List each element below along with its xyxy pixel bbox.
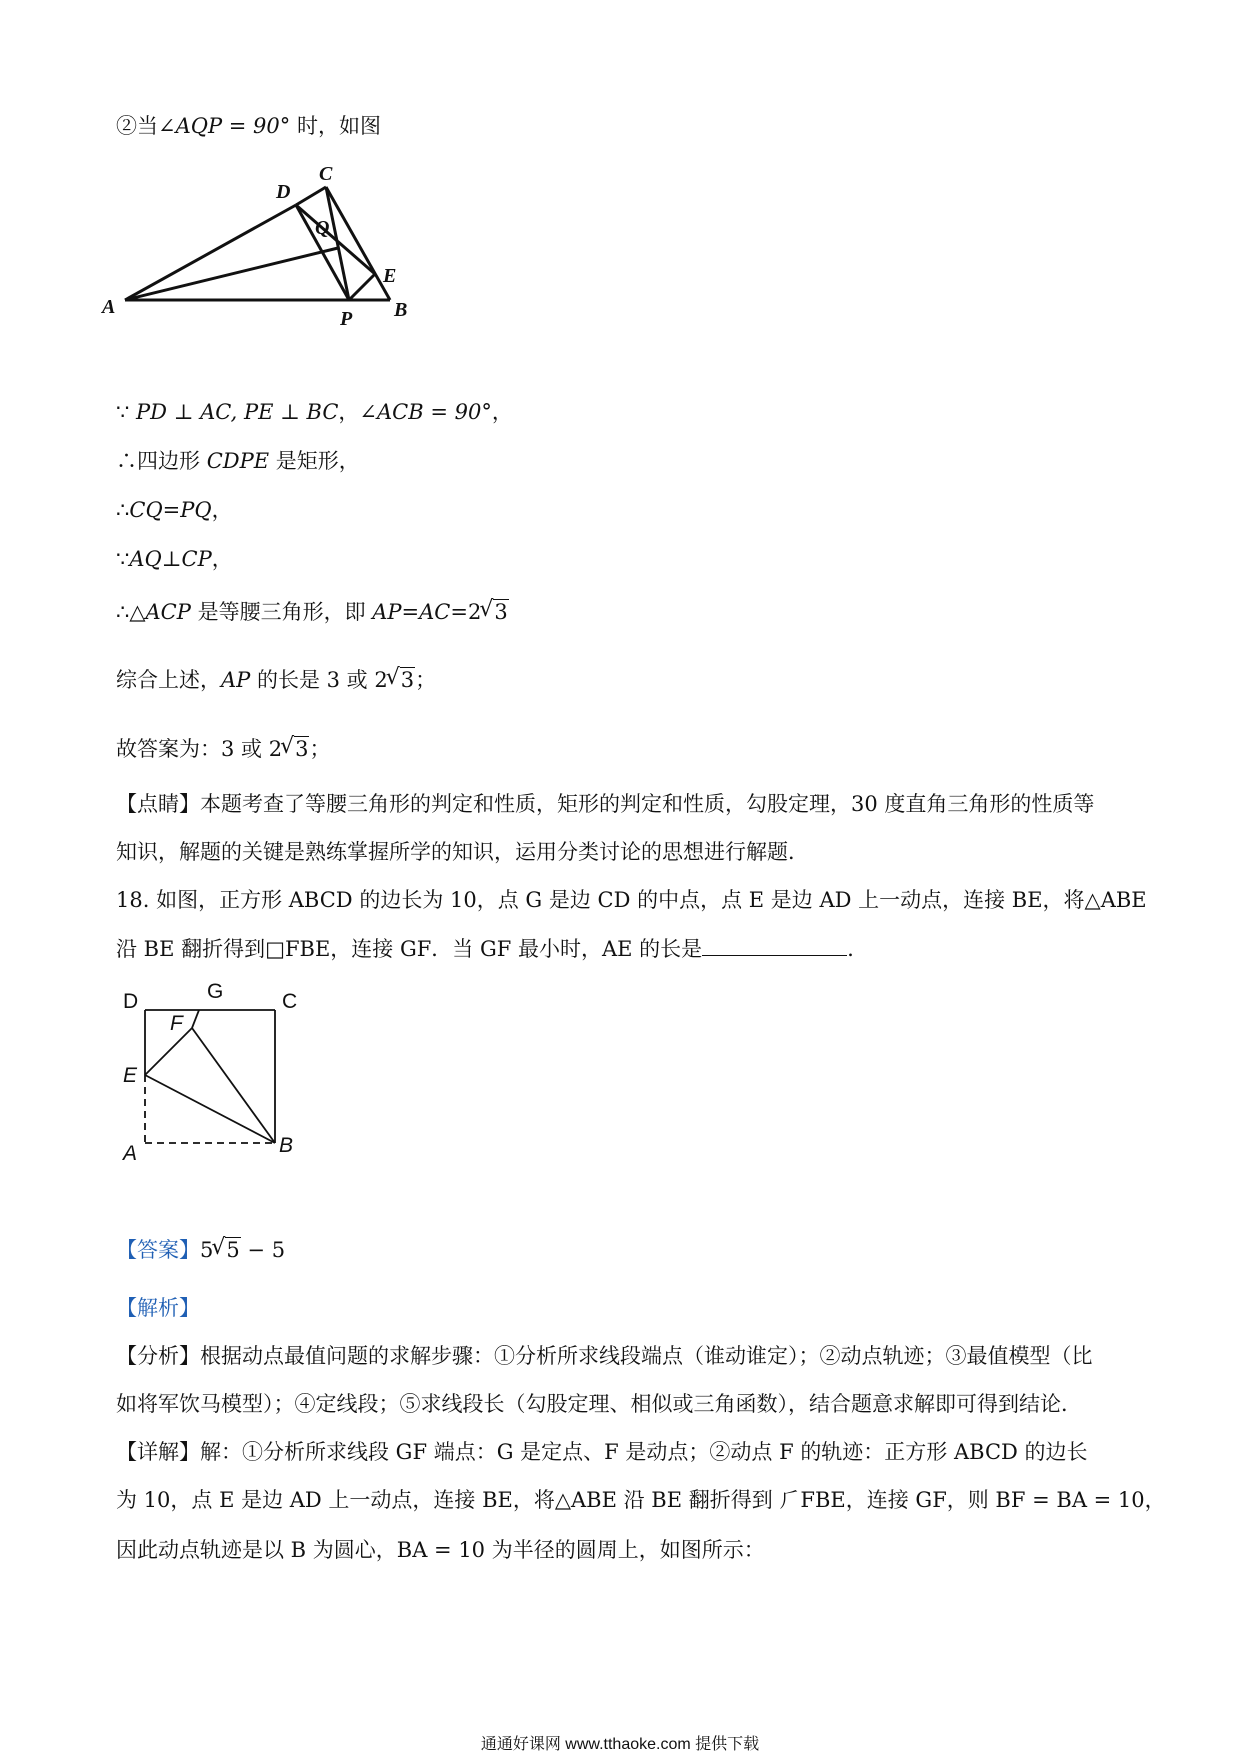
summary-line: [116, 666, 436, 694]
case2-suffix: 时，如图: [290, 114, 381, 138]
proof-line-3: [116, 496, 233, 524]
comma: ，: [491, 400, 513, 424]
proof-line-4: [116, 545, 233, 573]
text: ；: [309, 737, 331, 761]
segment-PE: [349, 274, 375, 300]
segment-CP: [326, 187, 349, 300]
radicand: 3: [400, 668, 415, 692]
label-D: D: [276, 181, 291, 203]
label-A: A: [102, 296, 116, 318]
var: AP=AC=: [372, 600, 468, 624]
text: ∴四边形: [116, 449, 207, 473]
case2-heading: [116, 112, 381, 140]
detail-line-2: 为 10，点 E 是边 AD 上一动点，连接 BE，将△ABE 沿 BE 翻折得到 ⺁FBE，连接 GF，则 BF = BA = 10，: [116, 1488, 1166, 1512]
because-symbol: ∵: [116, 400, 137, 424]
label-B: B: [279, 1134, 294, 1157]
answer-tag: 【答案】: [116, 1238, 200, 1262]
answer-blank: [702, 933, 847, 956]
sqrt-symbol: [481, 598, 508, 626]
label-Q: Q: [315, 217, 330, 239]
figure1-diagram: [100, 160, 410, 340]
label-B: B: [394, 299, 408, 321]
detail-line-3: 因此动点轨迹是以 B 为圆心，BA = 10 为半径的圆周上，如图所示：: [116, 1538, 765, 1562]
label-E: E: [383, 265, 397, 287]
therefore-symbol: ∴: [116, 498, 130, 522]
text: 故答案为：3 或: [116, 737, 269, 761]
segment-AD: [125, 205, 296, 300]
label-F: F: [170, 1012, 183, 1035]
label-C: C: [282, 990, 298, 1013]
text: ∴△: [116, 600, 146, 624]
perp-expr: PD ⊥ AC, PE ⊥ BC: [136, 400, 339, 424]
segment-DC: [296, 187, 326, 205]
q18-line-2: [116, 933, 868, 963]
segment-FB: [192, 1028, 275, 1143]
radicand: 3: [295, 737, 309, 761]
label-C: C: [319, 163, 333, 185]
comma: ，: [338, 400, 360, 424]
text: 的长是 3 或: [250, 668, 375, 692]
coef: 2: [467, 600, 482, 624]
label-G: G: [207, 980, 224, 1003]
label-D: D: [123, 990, 139, 1013]
sqrt-symbol: [282, 735, 309, 763]
label-E: E: [123, 1064, 138, 1087]
comma: ，: [211, 498, 233, 522]
segment-AQ: [125, 248, 338, 300]
comment-line-2: 知识，解题的关键是熟练掌握所学的知识，运用分类讨论的思想进行解题．: [116, 840, 809, 864]
segment-FG: [192, 1010, 199, 1028]
segment-EF: [145, 1028, 192, 1075]
coef: 2: [374, 668, 388, 692]
comment-line-1: 【点睛】本题考查了等腰三角形的判定和性质，矩形的判定和性质，勾股定理，30 度直角三角形的性质等: [116, 792, 1095, 816]
var: ACP: [145, 600, 191, 624]
segment-CB: [326, 187, 390, 300]
text: ；: [415, 668, 437, 692]
case2-angle-expr: ∠AQP = 90°: [158, 114, 291, 138]
text: − 5: [240, 1238, 286, 1262]
text: 沿 BE 翻折得到□FBE，连接 GF．当 GF 最小时，AE 的长是: [116, 937, 703, 961]
text: 综合上述，: [116, 668, 221, 692]
answer-line: [116, 735, 330, 763]
page-footer: 通通好课网 www.tthaoke.com 提供下载: [480, 1736, 760, 1753]
case2-prefix: ②当: [116, 114, 158, 138]
var: CQ=PQ: [129, 498, 212, 522]
text: ．: [847, 937, 869, 961]
sqrt-symbol: [388, 666, 415, 694]
text: 是等腰三角形，即: [190, 600, 373, 624]
var: CDPE: [206, 449, 270, 473]
var: AQ⊥CP: [129, 547, 212, 571]
analysis-tag: 【解析】: [116, 1296, 200, 1320]
sqrt-symbol: [213, 1236, 240, 1264]
fenxi-line-1: 【分析】根据动点最值问题的求解步骤：①分析所求线段端点（谁动谁定）；②动点轨迹；③最值模型（比: [116, 1344, 1093, 1368]
var: AP: [221, 668, 251, 692]
radicand: 3: [494, 600, 508, 624]
angle-expr: ∠ACB = 90°: [359, 400, 492, 424]
proof-line-5: [116, 598, 509, 626]
proof-line-2: [116, 447, 360, 475]
comma: ，: [211, 547, 233, 571]
answer-heading: [116, 1236, 285, 1264]
label-A: A: [123, 1142, 138, 1165]
q18-line-1: 18. 如图，正方形 ABCD 的边长为 10，点 G 是边 CD 的中点，点 E 是边 AD 上一动点，连接 BE，将△ABE: [116, 888, 1147, 912]
because-symbol: ∵: [116, 547, 130, 571]
label-P: P: [340, 308, 353, 330]
segment-EB: [145, 1075, 275, 1143]
detail-line-1: 【详解】解：①分析所求线段 GF 端点：G 是定点、F 是动点；②动点 F 的轨迹：正方形 ABCD 的边长: [116, 1440, 1088, 1464]
proof-line-1: [116, 398, 513, 426]
text: 是矩形，: [269, 449, 360, 473]
fenxi-line-2: 如将军饮马模型）；④定线段；⑤求线段长（勾股定理、相似或三角函数），结合题意求解即可得到结论．: [116, 1392, 1082, 1416]
radicand: 5: [226, 1238, 240, 1262]
figure2-diagram: [115, 978, 315, 1168]
segment-DE: [296, 205, 375, 274]
coef: 2: [268, 737, 283, 761]
coef: 5: [200, 1238, 214, 1262]
